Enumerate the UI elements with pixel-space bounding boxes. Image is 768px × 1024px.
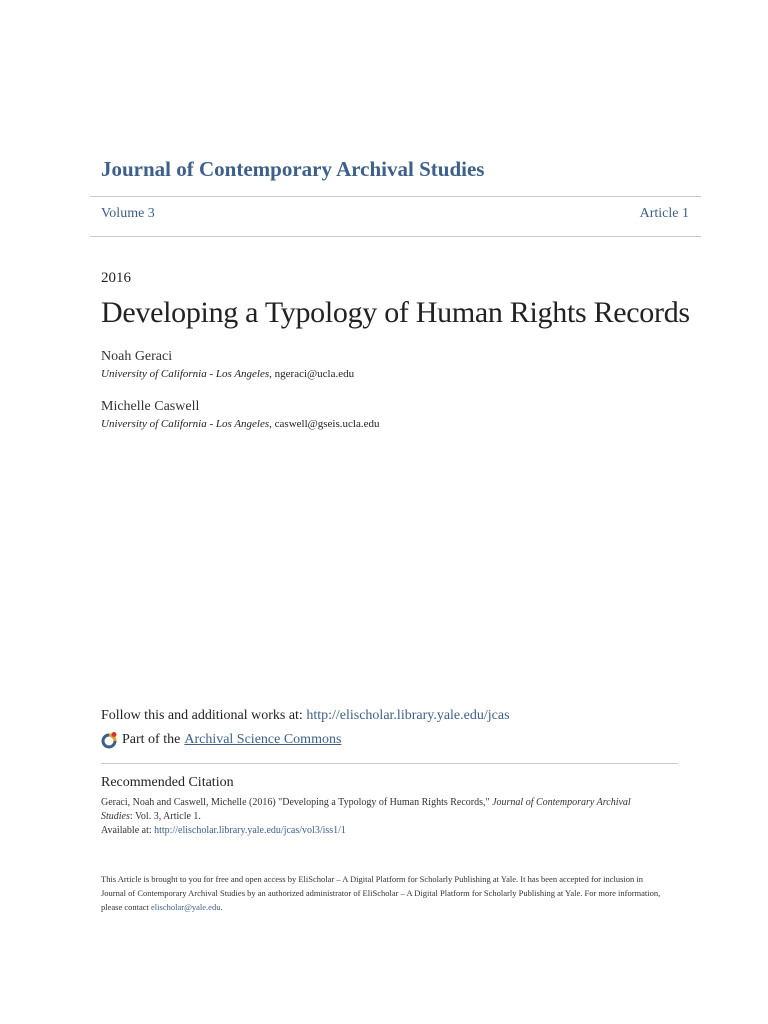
commons-logo-icon (101, 731, 119, 749)
follow-line (101, 708, 510, 724)
part-of-text: Part of the (122, 732, 181, 747)
author-email: caswell@gseis.ucla.edu (274, 418, 380, 430)
author-block (101, 399, 379, 430)
issue-divider (90, 236, 701, 237)
author-affiliation: University of California - Los Angeles, caswell@gseis.ucla.edu (101, 418, 380, 430)
access-notice-text: This Article is brought to you for free and open access by EliScholar – A Digital Platform for Scholarly Publishing at Yale. It has been accepted for inclusion in Journal of Contemporary Archival Studies by an authorized administrator of EliScholar – A Digital Platform for Scholarly Publishing at Yale. For more information, please contact (101, 874, 661, 912)
recommended-citation-heading: Recommended Citation (101, 775, 234, 790)
issue-row (101, 206, 689, 222)
contact-email-link[interactable]: elischolar@yale.edu (151, 902, 221, 912)
volume-link[interactable]: Volume 3 (101, 206, 155, 221)
citation-journal: Journal of Contemporary Archival Studies (101, 797, 631, 822)
access-notice-end: . (220, 902, 223, 912)
article-url-link[interactable]: http://elischolar.library.yale.edu/jcas/vol3/iss1/1 (154, 825, 346, 836)
journal-title[interactable]: Journal of Contemporary Archival Studies (101, 157, 485, 181)
top-divider (90, 196, 701, 197)
affiliation-name: University of California - Los Angeles (101, 368, 270, 380)
author-block (101, 349, 354, 380)
article-link[interactable]: Article 1 (639, 206, 689, 221)
author-name: Michelle Caswell (101, 399, 200, 414)
archival-science-commons-link[interactable]: Archival Science Commons (184, 732, 342, 747)
access-notice (101, 872, 661, 914)
author-name: Noah Geraci (101, 349, 173, 364)
citation-divider (101, 763, 678, 764)
citation-volume: : Vol. 3, Article 1. (129, 811, 201, 822)
paper-title: Developing a Typology of Human Rights Records (101, 296, 690, 329)
author-email: ngeraci@ucla.edu (274, 368, 355, 380)
author-affiliation: University of California - Los Angeles, ngeraci@ucla.edu (101, 368, 355, 380)
citation-text (101, 796, 661, 838)
part-of-line (101, 731, 341, 749)
publication-year: 2016 (101, 270, 131, 286)
affiliation-name: University of California - Los Angeles (101, 418, 270, 430)
citation-body: Geraci, Noah and Caswell, Michelle (2016) "Developing a Typology of Human Rights Records," (101, 797, 493, 808)
follow-text: Follow this and additional works at: (101, 708, 307, 723)
available-label: Available at: (101, 825, 155, 836)
collection-url-link[interactable]: http://elischolar.library.yale.edu/jcas (306, 708, 510, 723)
